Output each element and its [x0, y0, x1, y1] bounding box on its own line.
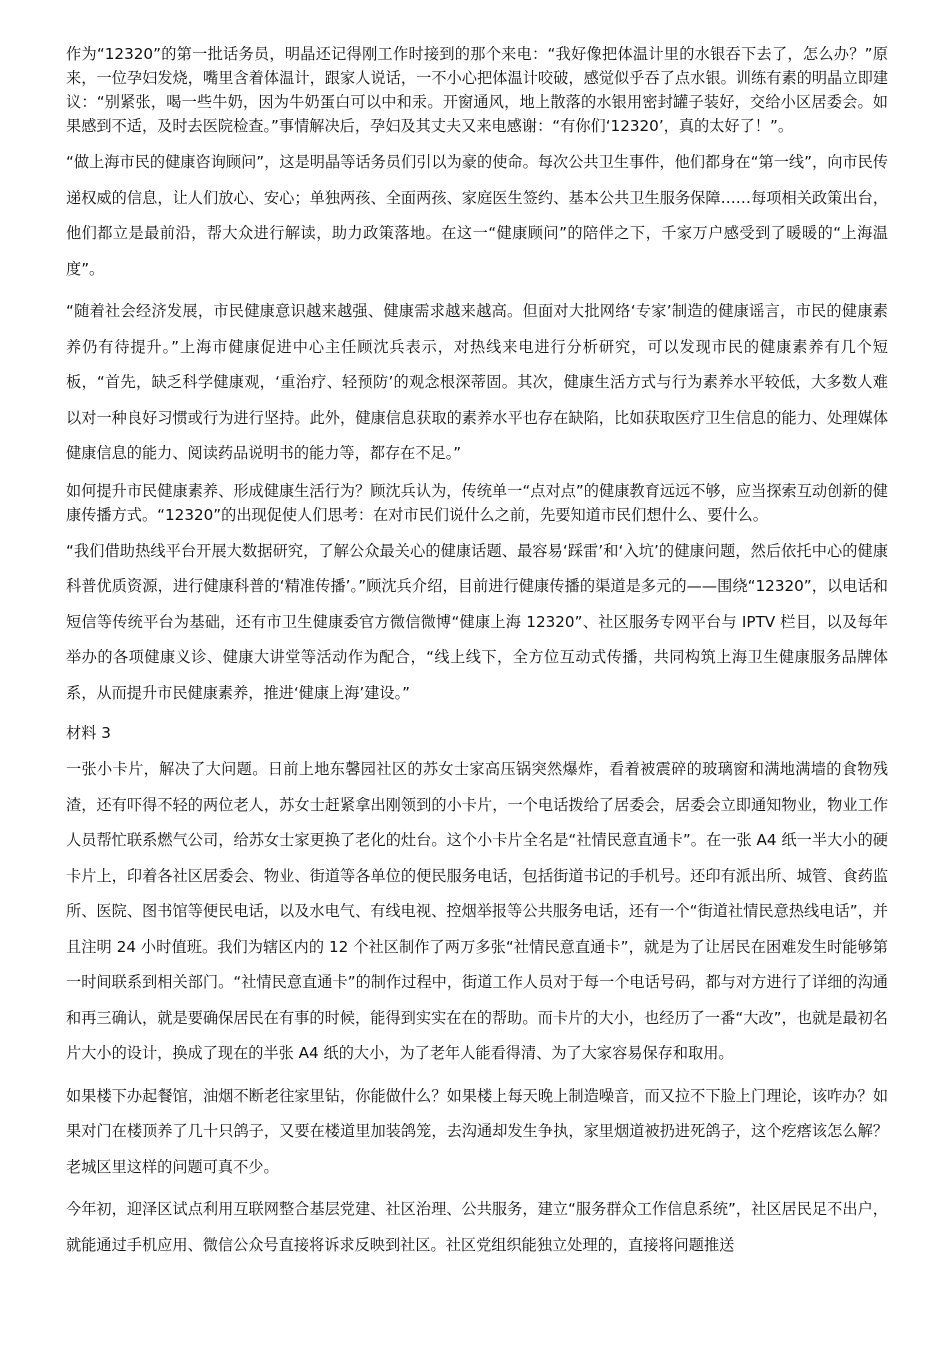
paragraph-neighborhood-issues: 如果楼下办起餐馆，油烟不断老往家里钻，你能做什么？如果楼上每天晚上制造噪音，而又拉不下脸上门理论，该咋办？如果对门在楼顶养了几十只鸽子，又要在楼道里加装鸽笼，去沟通却发生争执，家里烟道被扔进死鸽子，这个疙瘩该怎么解？老城区里这样的问题可真不少。	[66, 1086, 888, 1176]
paragraph-health-consultant: “做上海市民的健康咨询顾问”，这是明晶等话务员们引以为豪的使命。每次公共卫生事件，他们都身在“第一线”，向市民传递权威的信息，让人们放心、安心；单独两孩、全面两孩、家庭医生签约、基本公共卫生服务保障……每项相关政策出台，他们都立是最前沿，帮大众进行解读，助力政策落地。在这一“健康顾问”的陪伴之下，千家万户感受到了暖暖的“上海温度”。	[66, 153, 888, 278]
paragraph-big-data: “我们借助热线平台开展大数据研究，了解公众最关心的健康话题、最容易‘踩雷’和‘入坑’的健康问题，然后依托中心的健康科普优质资源，进行健康科普的‘精准传播’。”顾沈兵介绍，目前进行健康传播的渠道是多元的——围绕“12320”，以电话和短信等传统平台为基础，还有市卫生健康委官方微信微博“健康上海 12320”、社区服务专网平台与 IPTV 栏目，以及每年举办的各项健康义诊、健康大讲堂等活动作为配合，“线上线下，全方位互动式传播，共同构筑上海卫生健康服务品牌体系，从而提升市民健康素养，推进‘健康上海’建设。”	[66, 541, 888, 702]
paragraph-yingze-system: 今年初，迎泽区试点利用互联网整合基层党建、社区治理、公共服务，建立“服务群众工作信息系统”，社区居民足不出户，就能通过手机应用、微信公众号直接将诉求反映到社区。社区党组织能独立处理的，直接将问题推送	[66, 1200, 888, 1254]
paragraph-health-literacy: “随着社会经济发展，市民健康意识越来越强、健康需求越来越高。但面对大批网络‘专家’制造的健康谣言，市民的健康素养仍有待提升。”上海市健康促进中心主任顾沈兵表示，对热线来电进行分析研究，可以发现市民的健康素养有几个短板，“首先，缺乏科学健康观，‘重治疗、轻预防’的观念根深蒂固。其次，健康生活方式与行为素养水平较低，大多数人难以对一种良好习惯或行为进行坚持。此外，健康信息获取的素养水平也存在缺陷，比如获取医疗卫生信息的能力、处理媒体健康信息的能力、阅读药品说明书的能力等，都存在不足。”	[66, 302, 888, 462]
paragraph-contact-card: 一张小卡片，解决了大问题。日前上地东馨园社区的苏女士家高压锅突然爆炸，看着被震碎的玻璃窗和满地满墙的食物残渣，还有吓得不轻的两位老人，苏女士赶紧拿出刚领到的小卡片，一个电话拨给了居委会，居委会立即通知物业，物业工作人员帮忙联系燃气公司，给苏女士家更换了老化的灶台。这个小卡片全名是“社情民意直通卡”。在一张 A4 纸一半大小的硬卡片上，印着各社区居委会、物业、街道等各单位的便民服务电话，包括街道书记的手机号。还印有派出所、城管、食药监所、医院、图书馆等便民电话，以及水电气、有线电视、控烟举报等公共服务电话，还有一个“街道社情民意热线电话”，并且注明 24 小时值班。我们为辖区内的 12 个社区制作了两万多张“社情民意直通卡”，就是为了让居民在困难发生时能够第一时间联系到相关部门。“社情民意直通卡”的制作过程中，街道工作人员对于每一个电话号码，都与对方进行了详细的沟通和再三确认，就是要确保居民在有事的时候，能得到实实在在的帮助。而卡片的大小，也经历了一番“大改”，也就是最初名片大小的设计，换成了现在的半张 A4 纸的大小，为了老年人能看得清、为了大家容易保存和取用。	[66, 760, 888, 1062]
paragraph-improve-literacy: 如何提升市民健康素养、形成健康生活行为？顾沈兵认为，传统单一“点对点”的健康教育远远不够，应当探索互动创新的健康传播方式。“12320”的出现促使人们思考：在对市民们说什么之前，先要知道市民们想什么、要什么。	[66, 481, 888, 524]
paragraph-12320-first-operator: 作为“12320”的第一批话务员，明晶还记得刚工作时接到的那个来电：“我好像把体温计里的水银吞下去了，怎么办？”原来，一位孕妇发烧，嘴里含着体温计，跟家人说话，一不小心把体温计咬破，感觉似乎吞了点水银。训练有素的明晶立即建议：“别紧张，喝一些牛奶，因为牛奶蛋白可以中和汞。开窗通风，地上散落的水银用密封罐子装好，交给小区居委会。如果感到不适，及时去医院检查。”事情解决后，孕妇及其丈夫又来电感谢：“有你们‘12320’，真的太好了！”。	[66, 45, 888, 135]
section-heading-material-3: 材料 3	[66, 724, 111, 742]
